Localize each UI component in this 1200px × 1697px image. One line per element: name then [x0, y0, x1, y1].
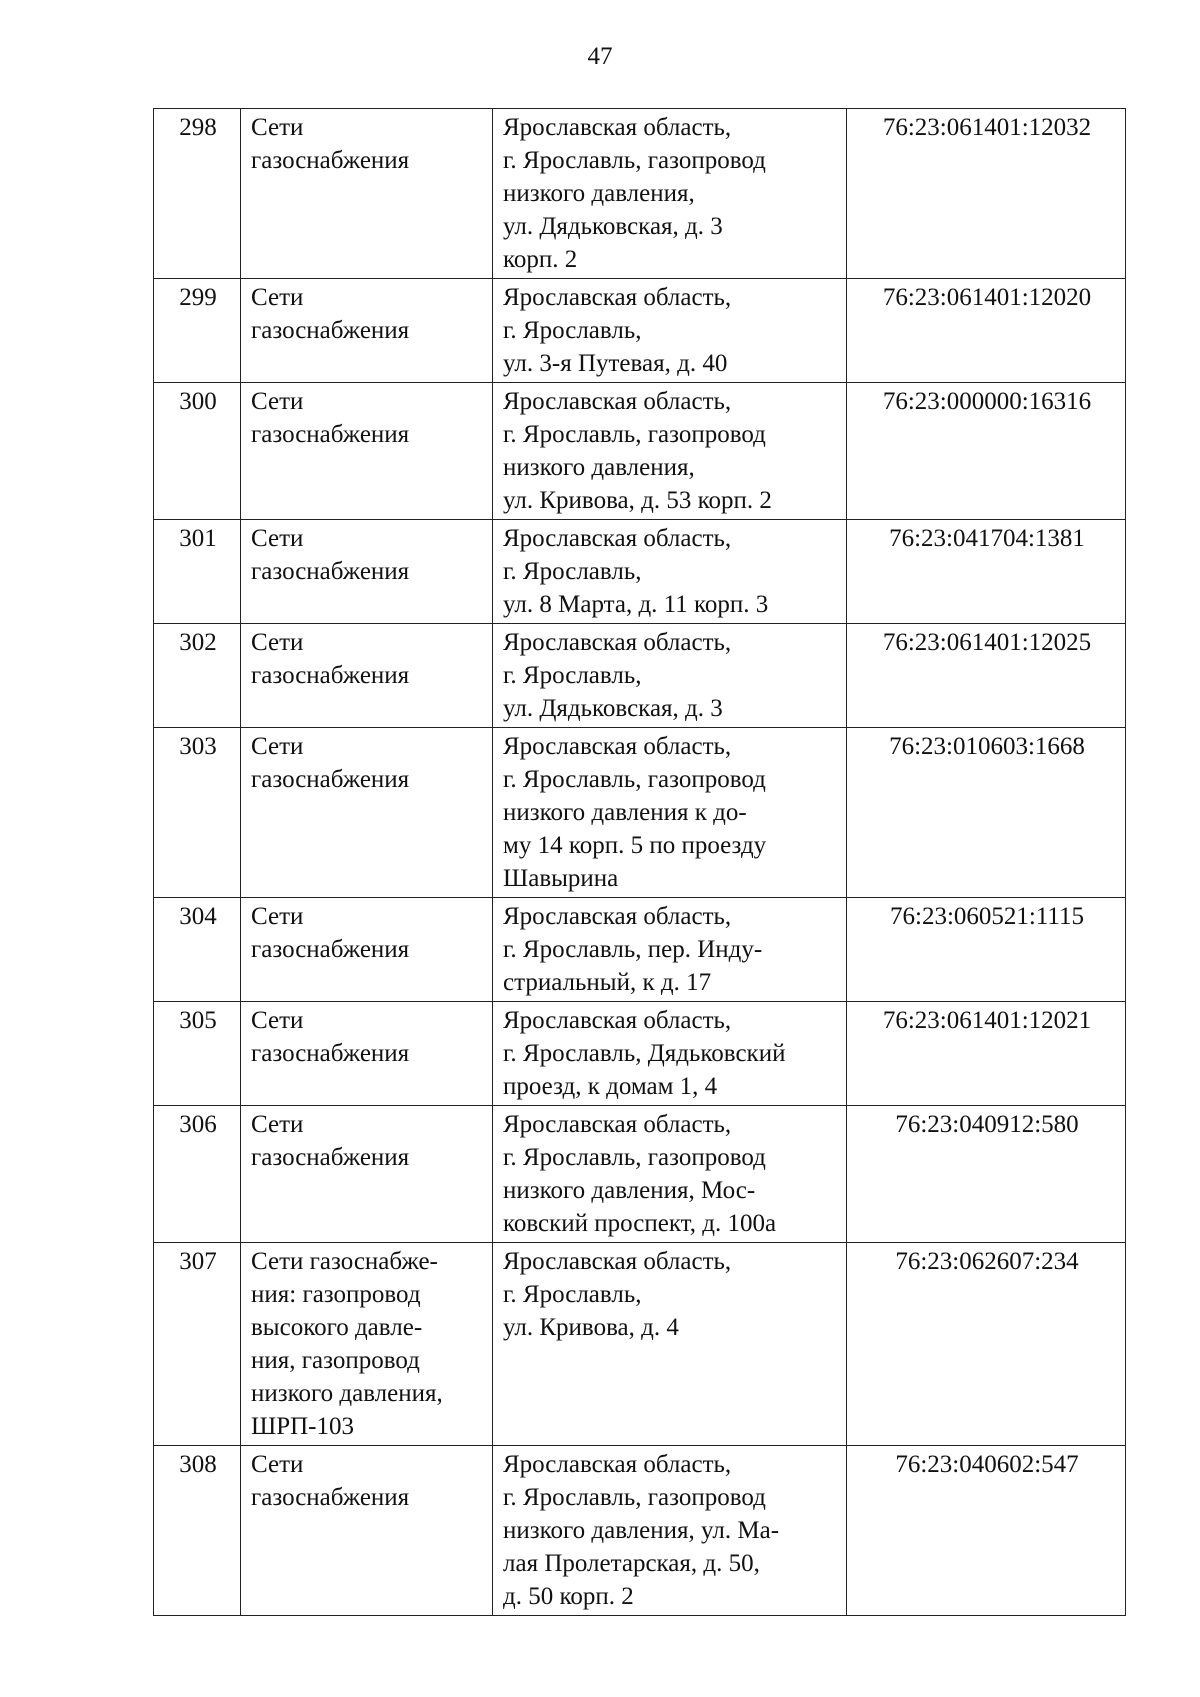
row-number-cell: 302: [154, 624, 241, 728]
object-name-line: газоснабжения: [251, 1144, 410, 1171]
object-name-line: высокого давле-: [251, 1314, 423, 1341]
address-line: ковский проспект, д. 100а: [503, 1210, 777, 1237]
address-line: ул. Кривова, д. 53 корп. 2: [503, 487, 772, 514]
cadastral-number-cell: 76:23:062607:234: [847, 1243, 1126, 1446]
address-line: низкого давления, ул. Ма-: [503, 1517, 780, 1544]
object-name-line: Сети: [251, 903, 304, 930]
address-line: г. Ярославль,: [503, 317, 642, 344]
address-line: г. Ярославль, Дядьковский: [503, 1040, 786, 1067]
table-row: [154, 1243, 1126, 1446]
row-number-cell: 305: [154, 1002, 241, 1106]
object-name-cell: [241, 1002, 493, 1106]
row-number-cell: 308: [154, 1446, 241, 1616]
address-cell: [493, 898, 847, 1002]
cadastral-number-cell: 76:23:061401:12025: [847, 624, 1126, 728]
address-line: Ярославская область,: [503, 903, 732, 930]
address-line: Ярославская область,: [503, 284, 732, 311]
object-name-cell: [241, 728, 493, 898]
address-line: Ярославская область,: [503, 525, 732, 552]
address-cell: [493, 1106, 847, 1243]
object-name-line: ния, газопровод: [251, 1347, 420, 1374]
cadastral-number-cell: 76:23:061401:12032: [847, 109, 1126, 279]
cadastral-number-cell: 76:23:040912:580: [847, 1106, 1126, 1243]
address-line: низкого давления к до-: [503, 799, 747, 826]
object-name-line: газоснабжения: [251, 147, 410, 174]
row-number-cell: 301: [154, 520, 241, 624]
address-cell: [493, 624, 847, 728]
row-number-cell: 306: [154, 1106, 241, 1243]
table-row: [154, 1446, 1126, 1616]
object-name-cell: [241, 624, 493, 728]
address-line: г. Ярославль, газопровод: [503, 766, 766, 793]
object-name-line: Сети: [251, 629, 304, 656]
object-name-cell: [241, 1106, 493, 1243]
address-cell: [493, 109, 847, 279]
object-name-cell: [241, 1243, 493, 1446]
cadastral-number-cell: 76:23:000000:16316: [847, 383, 1126, 520]
address-line: проезд, к домам 1, 4: [503, 1073, 718, 1100]
object-name-line: ния: газопровод: [251, 1281, 421, 1308]
object-name-line: газоснабжения: [251, 558, 410, 585]
address-line: Ярославская область,: [503, 388, 732, 415]
cadastral-number-cell: 76:23:061401:12020: [847, 279, 1126, 383]
object-name-line: газоснабжения: [251, 766, 410, 793]
address-cell: [493, 1243, 847, 1446]
address-line: Ярославская область,: [503, 1248, 732, 1275]
object-name-line: Сети: [251, 1111, 304, 1138]
address-line: низкого давления,: [503, 454, 695, 481]
address-cell: [493, 520, 847, 624]
address-line: Ярославская область,: [503, 1111, 732, 1138]
table-row: [154, 520, 1126, 624]
address-line: стриальный, к д. 17: [503, 969, 712, 996]
object-name-cell: [241, 1446, 493, 1616]
object-name-line: Сети: [251, 1007, 304, 1034]
address-line: Шавырина: [503, 865, 619, 892]
cadastral-number-cell: 76:23:060521:1115: [847, 898, 1126, 1002]
object-name-cell: [241, 898, 493, 1002]
address-line: г. Ярославль,: [503, 1281, 642, 1308]
object-name-line: Сети: [251, 1451, 304, 1478]
object-name-line: Сети: [251, 114, 304, 141]
row-number-cell: 299: [154, 279, 241, 383]
address-line: г. Ярославль, газопровод: [503, 1144, 766, 1171]
object-name-line: Сети: [251, 525, 304, 552]
address-line: г. Ярославль,: [503, 558, 642, 585]
registry-table: [153, 108, 1126, 1616]
address-line: ул. Дядьковская, д. 3: [503, 695, 723, 722]
object-name-line: Сети: [251, 733, 304, 760]
table-row: [154, 109, 1126, 279]
object-name-line: Сети: [251, 284, 304, 311]
address-line: низкого давления,: [503, 180, 695, 207]
object-name-cell: [241, 279, 493, 383]
row-number-cell: 307: [154, 1243, 241, 1446]
cadastral-number-cell: 76:23:040602:547: [847, 1446, 1126, 1616]
object-name-line: газоснабжения: [251, 936, 410, 963]
address-line: ул. Дядьковская, д. 3: [503, 213, 723, 240]
object-name-line: газоснабжения: [251, 662, 410, 689]
row-number-cell: 300: [154, 383, 241, 520]
object-name-line: Сети: [251, 388, 304, 415]
address-line: г. Ярославль, газопровод: [503, 421, 766, 448]
address-line: Ярославская область,: [503, 1451, 732, 1478]
address-line: Ярославская область,: [503, 1007, 732, 1034]
table-row: [154, 1002, 1126, 1106]
object-name-line: газоснабжения: [251, 317, 410, 344]
object-name-cell: [241, 383, 493, 520]
row-number-cell: 303: [154, 728, 241, 898]
address-line: Ярославская область,: [503, 114, 732, 141]
address-line: д. 50 корп. 2: [503, 1583, 634, 1610]
table-row: [154, 898, 1126, 1002]
row-number-cell: 298: [154, 109, 241, 279]
cadastral-number-cell: 76:23:041704:1381: [847, 520, 1126, 624]
row-number-cell: 304: [154, 898, 241, 1002]
table-row: [154, 624, 1126, 728]
address-line: ул. 8 Марта, д. 11 корп. 3: [503, 591, 769, 618]
cadastral-number-cell: 76:23:010603:1668: [847, 728, 1126, 898]
address-line: му 14 корп. 5 по проезду: [503, 832, 767, 859]
address-line: Ярославская область,: [503, 733, 732, 760]
table-row: [154, 1106, 1126, 1243]
object-name-line: газоснабжения: [251, 421, 410, 448]
registry-table-body: [154, 109, 1126, 1616]
table-row: [154, 728, 1126, 898]
address-line: Ярославская область,: [503, 629, 732, 656]
object-name-line: Сети газоснабже-: [251, 1248, 438, 1275]
table-row: [154, 279, 1126, 383]
address-cell: [493, 1446, 847, 1616]
address-line: г. Ярославль, газопровод: [503, 147, 766, 174]
address-cell: [493, 279, 847, 383]
address-line: низкого давления, Мос-: [503, 1177, 756, 1204]
address-line: г. Ярославль,: [503, 662, 642, 689]
object-name-line: низкого давления,: [251, 1380, 443, 1407]
page-number: 47: [587, 43, 613, 70]
address-line: ул. 3-я Путевая, д. 40: [503, 350, 728, 377]
address-line: г. Ярославль, пер. Инду-: [503, 936, 763, 963]
table-row: [154, 383, 1126, 520]
address-cell: [493, 1002, 847, 1106]
object-name-cell: [241, 109, 493, 279]
object-name-line: газоснабжения: [251, 1484, 410, 1511]
object-name-line: газоснабжения: [251, 1040, 410, 1067]
address-cell: [493, 383, 847, 520]
object-name-line: ШРП-103: [251, 1413, 355, 1440]
address-cell: [493, 728, 847, 898]
object-name-cell: [241, 520, 493, 624]
address-line: ул. Кривова, д. 4: [503, 1314, 679, 1341]
address-line: г. Ярославль, газопровод: [503, 1484, 766, 1511]
address-line: лая Пролетарская, д. 50,: [503, 1550, 760, 1577]
address-line: корп. 2: [503, 246, 578, 273]
cadastral-number-cell: 76:23:061401:12021: [847, 1002, 1126, 1106]
